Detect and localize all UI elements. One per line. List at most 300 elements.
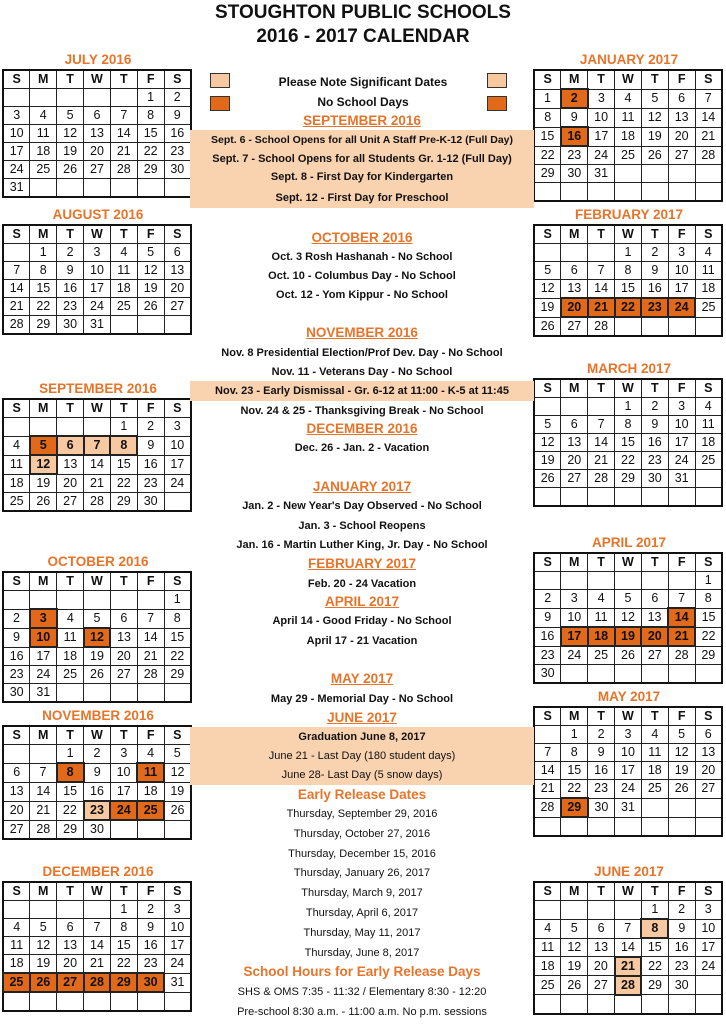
day-cell: 13: [57, 937, 84, 955]
day-cell: 16: [561, 127, 588, 146]
day-cell: 19: [561, 957, 588, 976]
weekday-header: M: [30, 882, 57, 901]
event-sep-6: Sept. 6 - School Opens for all Unit A Staff Pre-K-12 (Full Day): [210, 134, 513, 146]
day-cell: 4: [137, 745, 164, 764]
day-cell: 14: [84, 937, 111, 955]
day-cell: 16: [641, 434, 668, 452]
day-cell: 18: [695, 434, 722, 452]
month-grid: [533, 706, 723, 837]
calendar-november-2016: [2, 708, 194, 840]
day-cell: 18: [3, 955, 30, 974]
day-cell: 4: [588, 590, 615, 609]
day-cell: 19: [164, 782, 191, 801]
day-cell: 23: [137, 955, 164, 974]
event-apr-14: April 14 - Good Friday - No School: [272, 615, 452, 627]
weekday-header: W: [615, 379, 642, 398]
day-cell: 10: [164, 436, 191, 455]
day-cell: 3: [588, 89, 615, 108]
day-cell: 17: [110, 782, 137, 801]
calendar-march-2017: [533, 361, 725, 507]
day-cell: 2: [588, 726, 615, 744]
empty-cell: [668, 572, 695, 590]
day-cell: 24: [84, 298, 111, 316]
day-cell: 3: [164, 418, 191, 437]
day-cell: 26: [615, 646, 642, 665]
month-grid: [2, 571, 192, 703]
day-cell: 6: [84, 107, 111, 125]
day-cell: 27: [57, 973, 84, 992]
empty-cell: [3, 745, 30, 764]
empty-cell: [561, 572, 588, 590]
event-apr-17: April 17 - 21 Vacation: [306, 635, 418, 647]
day-cell: 2: [164, 89, 191, 107]
weekday-header: S: [534, 707, 561, 726]
day-cell: 3: [3, 107, 30, 125]
weekday-header: T: [641, 707, 668, 726]
empty-cell: [588, 901, 615, 920]
day-cell: 4: [3, 436, 30, 455]
empty-cell: [110, 89, 137, 107]
day-cell: 14: [110, 125, 137, 143]
day-cell: 19: [534, 298, 561, 317]
day-cell: 31: [3, 179, 30, 198]
empty-cell: [588, 244, 615, 262]
empty-cell: [534, 183, 561, 202]
day-cell: 7: [84, 919, 111, 937]
day-cell: 1: [164, 591, 191, 610]
school-hours-line: Pre-school 8:30 a.m. - 11:00 a.m. No p.m. sessions: [237, 1006, 487, 1018]
day-cell: 28: [84, 973, 111, 992]
day-cell: 10: [668, 416, 695, 434]
day-cell: 1: [615, 244, 642, 262]
day-cell: 6: [561, 262, 588, 280]
day-cell: 29: [164, 666, 191, 684]
day-cell: 4: [3, 919, 30, 937]
day-cell: 16: [588, 762, 615, 780]
day-cell: 22: [30, 298, 57, 316]
day-cell: 9: [137, 436, 164, 455]
weekday-header: S: [695, 225, 722, 244]
empty-cell: [534, 488, 561, 507]
day-cell: 25: [3, 973, 30, 992]
day-cell: 11: [695, 416, 722, 434]
day-cell: 27: [110, 666, 137, 684]
empty-cell: [561, 488, 588, 507]
empty-cell: [615, 817, 642, 836]
day-cell: 25: [137, 801, 164, 820]
empty-cell: [695, 817, 722, 836]
day-cell: 3: [695, 901, 722, 920]
weekday-header: W: [84, 726, 111, 745]
day-cell: 9: [137, 919, 164, 937]
day-cell: 25: [110, 298, 137, 316]
empty-cell: [641, 572, 668, 590]
empty-cell: [615, 665, 642, 684]
day-cell: 25: [57, 666, 84, 684]
day-cell: 16: [57, 280, 84, 298]
empty-cell: [641, 183, 668, 202]
empty-cell: [588, 183, 615, 202]
weekday-header: S: [3, 399, 30, 418]
events-heading-june: JUNE 2017: [327, 710, 397, 725]
day-cell: 9: [588, 744, 615, 762]
weekday-header: S: [695, 70, 722, 89]
weekday-header: T: [641, 553, 668, 572]
day-cell: 18: [137, 782, 164, 801]
empty-cell: [30, 901, 57, 919]
weekday-header: T: [57, 882, 84, 901]
weekday-header: S: [164, 399, 191, 418]
day-cell: 20: [561, 452, 588, 470]
day-cell: 16: [84, 782, 111, 801]
weekday-header: T: [57, 399, 84, 418]
weekday-header: T: [110, 572, 137, 591]
day-cell: 21: [668, 627, 695, 646]
day-cell: 15: [695, 608, 722, 627]
weekday-header: F: [668, 553, 695, 572]
day-cell: 11: [3, 937, 30, 955]
weekday-header: S: [534, 379, 561, 398]
empty-cell: [57, 179, 84, 198]
weekday-header: T: [588, 70, 615, 89]
event-oct-3: Oct. 3 Rosh Hashanah - No School: [271, 251, 453, 263]
day-cell: 20: [110, 647, 137, 666]
empty-cell: [641, 488, 668, 507]
day-cell: 27: [641, 646, 668, 665]
day-cell: 22: [110, 955, 137, 974]
weekday-header: S: [164, 225, 191, 244]
day-cell: 25: [30, 161, 57, 179]
day-cell: 28: [3, 316, 30, 335]
day-cell: 5: [534, 262, 561, 280]
day-cell: 13: [164, 262, 191, 280]
day-cell: 14: [3, 280, 30, 298]
day-cell: 8: [615, 262, 642, 280]
day-cell: 26: [561, 976, 588, 995]
empty-cell: [84, 901, 111, 919]
weekday-header: S: [695, 707, 722, 726]
empty-cell: [3, 418, 30, 437]
day-cell: 19: [668, 762, 695, 780]
day-cell: 6: [588, 919, 615, 938]
day-cell: 15: [110, 937, 137, 955]
day-cell: 10: [695, 919, 722, 938]
weekday-header: F: [668, 70, 695, 89]
day-cell: 9: [534, 608, 561, 627]
day-cell: 15: [534, 127, 561, 146]
day-cell: 24: [668, 452, 695, 470]
day-cell: 20: [561, 298, 588, 317]
day-cell: 15: [137, 125, 164, 143]
empty-cell: [668, 183, 695, 202]
weekday-header: W: [84, 882, 111, 901]
weekday-header: T: [641, 379, 668, 398]
day-cell: 18: [30, 143, 57, 161]
day-cell: 28: [30, 820, 57, 839]
day-cell: 12: [164, 763, 191, 782]
weekday-header: S: [3, 572, 30, 591]
day-cell: 23: [641, 452, 668, 470]
day-cell: 28: [137, 666, 164, 684]
day-cell: 23: [588, 780, 615, 799]
day-cell: 11: [615, 108, 642, 127]
day-cell: 5: [615, 590, 642, 609]
day-cell: 12: [615, 608, 642, 627]
event-jan-2: Jan. 2 - New Year's Day Observed - No School: [242, 500, 482, 512]
day-cell: 29: [615, 470, 642, 488]
weekday-header: W: [615, 553, 642, 572]
day-cell: 14: [30, 782, 57, 801]
day-cell: 9: [164, 107, 191, 125]
weekday-header: S: [695, 379, 722, 398]
empty-cell: [84, 684, 111, 703]
day-cell: 8: [110, 436, 137, 455]
calendar-april-2017: [533, 535, 725, 684]
day-cell: 29: [57, 820, 84, 839]
weekday-header: M: [30, 726, 57, 745]
day-cell: 22: [561, 780, 588, 799]
day-cell: 4: [110, 244, 137, 262]
month-title: MARCH 2017: [586, 361, 672, 376]
day-cell: 20: [57, 955, 84, 974]
day-cell: 11: [695, 262, 722, 280]
day-cell: 1: [615, 398, 642, 416]
day-cell: 11: [110, 262, 137, 280]
day-cell: 27: [84, 161, 111, 179]
day-cell: 24: [110, 801, 137, 820]
empty-cell: [164, 820, 191, 839]
day-cell: 7: [695, 89, 722, 108]
weekday-header: T: [588, 553, 615, 572]
day-cell: 22: [615, 298, 642, 317]
day-cell: 5: [164, 745, 191, 764]
weekday-header: S: [3, 726, 30, 745]
day-cell: 7: [588, 416, 615, 434]
day-cell: 20: [668, 127, 695, 146]
weekday-header: T: [588, 882, 615, 901]
day-cell: 13: [3, 782, 30, 801]
day-cell: 19: [57, 143, 84, 161]
day-cell: 21: [110, 143, 137, 161]
day-cell: 22: [164, 647, 191, 666]
day-cell: 8: [30, 262, 57, 280]
empty-cell: [3, 244, 30, 262]
day-cell: 20: [695, 762, 722, 780]
day-cell: 26: [534, 470, 561, 488]
early-release-date: Thursday, January 26, 2017: [293, 867, 431, 879]
day-cell: 23: [84, 801, 111, 820]
day-cell: 27: [695, 780, 722, 799]
day-cell: 17: [561, 627, 588, 646]
event-may-29: May 29 - Memorial Day - No School: [270, 693, 454, 705]
day-cell: 6: [57, 919, 84, 937]
day-cell: 29: [110, 493, 137, 512]
empty-cell: [695, 976, 722, 995]
day-cell: 12: [30, 455, 57, 474]
events-heading-december: DECEMBER 2016: [306, 421, 418, 436]
calendar-january-2017: [533, 52, 725, 202]
weekday-header: F: [137, 225, 164, 244]
empty-cell: [695, 995, 722, 1014]
day-cell: 4: [695, 244, 722, 262]
month-title: JUNE 2017: [594, 864, 664, 879]
empty-cell: [137, 179, 164, 198]
day-cell: 20: [641, 627, 668, 646]
weekday-header: M: [561, 225, 588, 244]
day-cell: 7: [588, 262, 615, 280]
calendar-september-2016: [2, 381, 194, 512]
empty-cell: [641, 798, 668, 817]
school-hours-line: SHS & OMS 7:35 - 11:32 / Elementary 8:30 - 12:20: [237, 986, 487, 998]
day-cell: 12: [137, 262, 164, 280]
weekday-header: T: [588, 379, 615, 398]
day-cell: 11: [137, 763, 164, 782]
calendar-february-2017: [533, 207, 725, 337]
day-cell: 3: [615, 726, 642, 744]
empty-cell: [84, 992, 111, 1011]
day-cell: 10: [110, 763, 137, 782]
day-cell: 1: [30, 244, 57, 262]
empty-cell: [641, 317, 668, 336]
weekday-header: S: [3, 882, 30, 901]
day-cell: 13: [641, 608, 668, 627]
event-nov-24-25: Nov. 24 & 25 - Thanksgiving Break - No School: [240, 405, 484, 417]
day-cell: 2: [534, 590, 561, 609]
day-cell: 5: [641, 89, 668, 108]
day-cell: 27: [588, 976, 615, 995]
empty-cell: [695, 488, 722, 507]
day-cell: 26: [641, 146, 668, 165]
day-cell: 12: [534, 280, 561, 299]
day-cell: 17: [84, 280, 111, 298]
day-cell: 15: [615, 280, 642, 299]
day-cell: 6: [668, 89, 695, 108]
day-cell: 14: [695, 108, 722, 127]
events-heading-january: JANUARY 2017: [312, 479, 412, 494]
weekday-header: F: [668, 882, 695, 901]
day-cell: 15: [561, 762, 588, 780]
day-cell: 23: [668, 957, 695, 976]
day-cell: 9: [641, 262, 668, 280]
day-cell: 9: [3, 628, 30, 647]
empty-cell: [561, 901, 588, 920]
weekday-header: S: [3, 225, 30, 244]
day-cell: 21: [588, 452, 615, 470]
weekday-header: F: [137, 726, 164, 745]
day-cell: 30: [3, 684, 30, 703]
day-cell: 31: [30, 684, 57, 703]
day-cell: 8: [534, 108, 561, 127]
empty-cell: [695, 183, 722, 202]
empty-cell: [137, 316, 164, 335]
calendar-june-2017: [533, 864, 725, 1015]
early-release-date: Thursday, September 29, 2016: [286, 808, 438, 820]
day-cell: 4: [615, 89, 642, 108]
day-cell: 5: [534, 416, 561, 434]
day-cell: 3: [84, 244, 111, 262]
day-cell: 13: [84, 125, 111, 143]
day-cell: 23: [57, 298, 84, 316]
weekday-header: M: [561, 882, 588, 901]
day-cell: 25: [641, 780, 668, 799]
day-cell: 25: [534, 976, 561, 995]
day-cell: 28: [84, 493, 111, 512]
day-cell: 12: [668, 744, 695, 762]
day-cell: 4: [534, 919, 561, 938]
day-cell: 3: [110, 745, 137, 764]
month-grid: [2, 881, 192, 1012]
day-cell: 30: [137, 493, 164, 512]
day-cell: 8: [695, 590, 722, 609]
day-cell: 14: [668, 608, 695, 627]
day-cell: 27: [57, 493, 84, 512]
day-cell: 3: [164, 901, 191, 919]
empty-cell: [534, 817, 561, 836]
empty-cell: [57, 89, 84, 107]
empty-cell: [30, 418, 57, 437]
day-cell: 28: [110, 161, 137, 179]
events-heading-september: SEPTEMBER 2016: [303, 113, 421, 128]
empty-cell: [534, 572, 561, 590]
weekday-header: T: [588, 707, 615, 726]
empty-cell: [3, 89, 30, 107]
day-cell: 25: [615, 146, 642, 165]
day-cell: 24: [3, 161, 30, 179]
day-cell: 6: [561, 416, 588, 434]
day-cell: 5: [57, 107, 84, 125]
empty-cell: [561, 995, 588, 1014]
empty-cell: [3, 901, 30, 919]
day-cell: 1: [57, 745, 84, 764]
day-cell: 8: [137, 107, 164, 125]
calendar-august-2016: [2, 207, 194, 335]
day-cell: 24: [30, 666, 57, 684]
event-graduation: Graduation June 8, 2017: [298, 731, 426, 743]
empty-cell: [84, 418, 111, 437]
empty-cell: [615, 317, 642, 336]
day-cell: 9: [561, 108, 588, 127]
empty-cell: [588, 817, 615, 836]
empty-cell: [30, 591, 57, 610]
day-cell: 22: [695, 627, 722, 646]
day-cell: 2: [668, 901, 695, 920]
day-cell: 21: [3, 298, 30, 316]
day-cell: 21: [588, 298, 615, 317]
day-cell: 7: [668, 590, 695, 609]
day-cell: 8: [57, 763, 84, 782]
day-cell: 22: [534, 146, 561, 165]
day-cell: 21: [534, 780, 561, 799]
day-cell: 16: [668, 938, 695, 957]
empty-cell: [668, 995, 695, 1014]
day-cell: 26: [534, 317, 561, 336]
day-cell: 2: [137, 418, 164, 437]
calendar-december-2016: [2, 864, 194, 1012]
weekday-header: S: [164, 882, 191, 901]
weekday-header: T: [57, 70, 84, 89]
day-cell: 16: [534, 627, 561, 646]
month-grid: [2, 224, 192, 335]
day-cell: 10: [84, 262, 111, 280]
empty-cell: [30, 745, 57, 764]
day-cell: 17: [615, 762, 642, 780]
weekday-header: W: [84, 70, 111, 89]
day-cell: 17: [30, 647, 57, 666]
day-cell: 23: [534, 646, 561, 665]
day-cell: 22: [110, 474, 137, 493]
empty-cell: [164, 316, 191, 335]
empty-cell: [110, 179, 137, 198]
